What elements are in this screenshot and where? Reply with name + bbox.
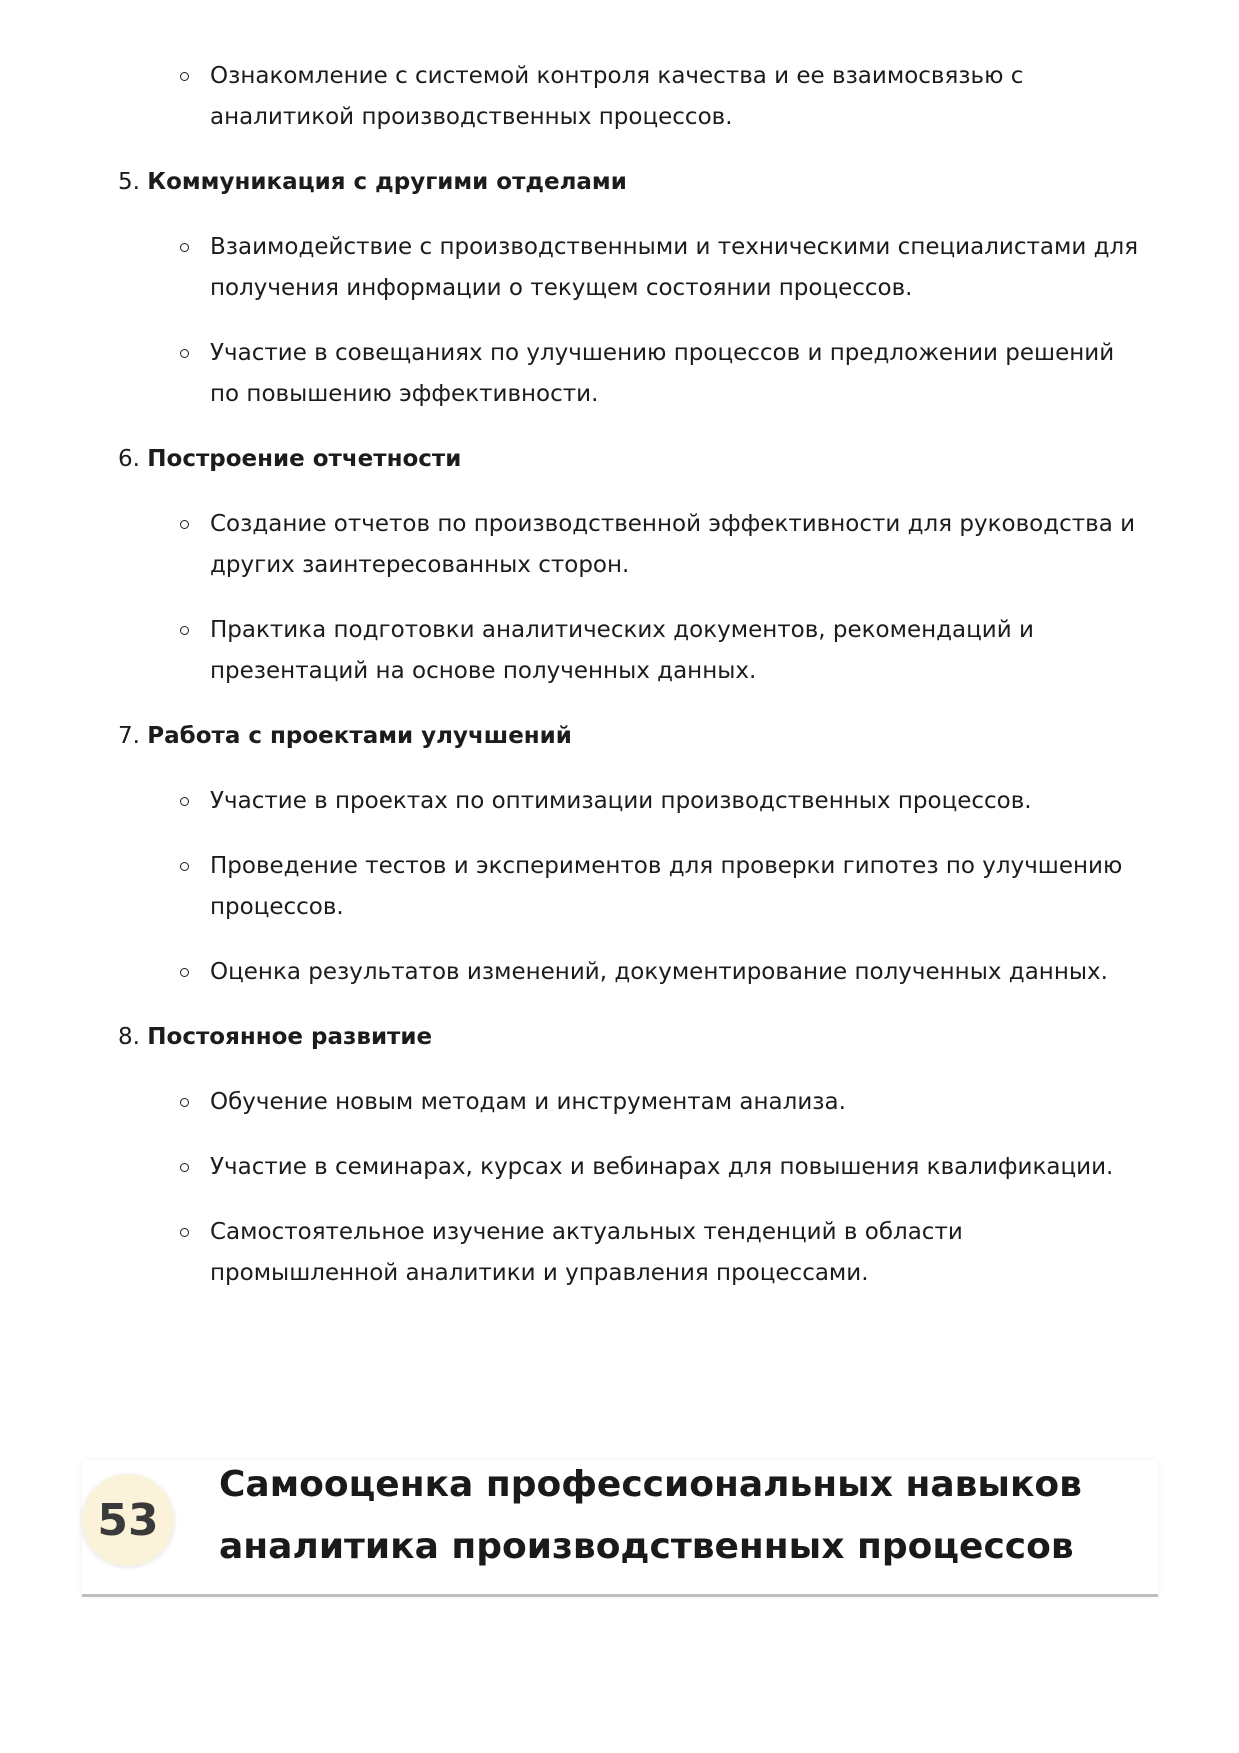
circle-bullet-icon	[180, 626, 189, 635]
section-number: 8.	[118, 1024, 140, 1050]
list-item	[118, 610, 1148, 692]
circle-bullet-icon	[180, 862, 189, 871]
circle-bullet-icon	[180, 968, 189, 977]
section-heading	[118, 716, 1148, 757]
list-item	[118, 1147, 1148, 1188]
chapter-divider	[82, 1594, 1158, 1597]
list-content	[118, 56, 1148, 1318]
list-item-text: Проведение тестов и экспериментов для проверки гипотез по улучшению процессов.	[210, 853, 1123, 920]
chapter-title	[219, 1454, 1119, 1578]
circle-bullet-icon	[180, 72, 189, 81]
list-item-text: Обучение новым методам и инструментам анализа.	[210, 1089, 846, 1115]
section-title: Работа с проектами улучшений	[147, 723, 572, 749]
list-item	[118, 227, 1148, 309]
list-item-text: Самостоятельное изучение актуальных тенденций в области промышленной аналитики и управления процессами.	[210, 1219, 963, 1286]
circle-bullet-icon	[180, 243, 189, 252]
chapter-title-line: аналитика производственных процессов	[219, 1526, 1074, 1567]
list-item	[118, 1212, 1148, 1294]
circle-bullet-icon	[180, 349, 189, 358]
section-title: Построение отчетности	[147, 446, 462, 472]
list-item	[118, 1082, 1148, 1123]
chapter-number-badge: 53	[82, 1474, 174, 1566]
section-number: 5.	[118, 169, 140, 195]
section-number: 6.	[118, 446, 140, 472]
circle-bullet-icon	[180, 797, 189, 806]
list-item-text: Ознакомление с системой контроля качества и ее взаимосвязью с аналитикой производственных процессов.	[210, 63, 1024, 130]
list-item	[118, 952, 1148, 993]
section-number: 7.	[118, 723, 140, 749]
chapter-title-line: Самооценка профессиональных навыков	[219, 1464, 1082, 1505]
list-item-text: Создание отчетов по производственной эффективности для руководства и других заинтересованных сторон.	[210, 511, 1136, 578]
list-item-text: Участие в совещаниях по улучшению процессов и предложении решений по повышению эффективности.	[210, 340, 1115, 407]
section-title: Постоянное развитие	[147, 1024, 433, 1050]
list-item	[118, 781, 1148, 822]
list-item	[118, 333, 1148, 415]
circle-bullet-icon	[180, 1163, 189, 1172]
list-item-text: Взаимодействие с производственными и техническими специалистами для получения информации о текущем состоянии процессов.	[210, 234, 1139, 301]
list-item-text: Оценка результатов изменений, документирование полученных данных.	[210, 959, 1108, 985]
section-heading	[118, 1017, 1148, 1058]
list-item-text: Практика подготовки аналитических документов, рекомендаций и презентаций на основе полученных данных.	[210, 617, 1034, 684]
section-heading	[118, 439, 1148, 480]
list-item	[118, 846, 1148, 928]
list-item	[118, 504, 1148, 586]
circle-bullet-icon	[180, 1098, 189, 1107]
section-title: Коммуникация с другими отделами	[147, 169, 627, 195]
chapter-heading	[82, 1460, 1158, 1600]
circle-bullet-icon	[180, 520, 189, 529]
list-item-text: Участие в семинарах, курсах и вебинарах для повышения квалификации.	[210, 1154, 1114, 1180]
section-heading	[118, 162, 1148, 203]
list-item	[118, 56, 1148, 138]
circle-bullet-icon	[180, 1228, 189, 1237]
list-item-text: Участие в проектах по оптимизации производственных процессов.	[210, 788, 1032, 814]
